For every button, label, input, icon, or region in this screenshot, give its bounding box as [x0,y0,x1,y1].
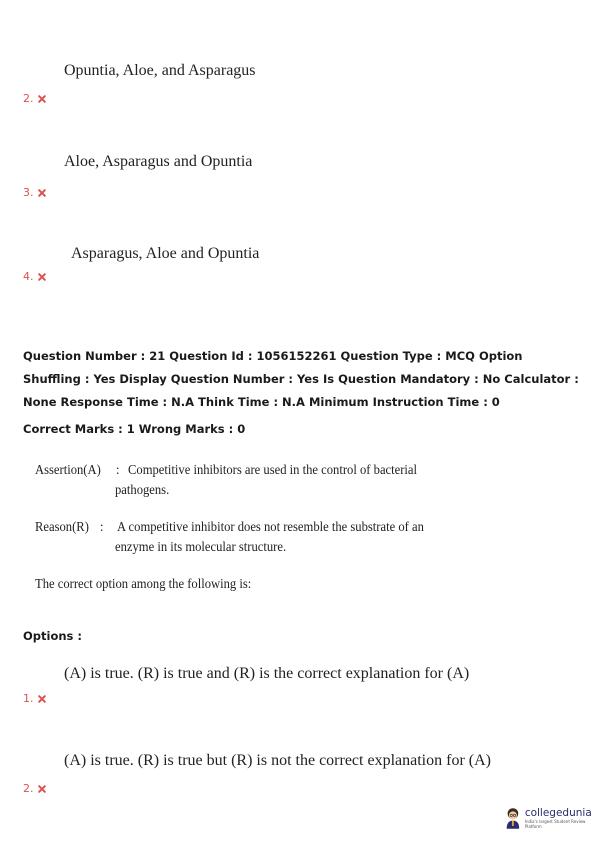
option-number-label: 3. [23,186,34,199]
assertion-label: Assertion(A) [35,463,101,478]
option-number-4 [23,270,46,283]
option-text: (A) is true. (R) is true but (R) is not the correct explanation for (A) [64,752,491,769]
reason-text-line1: A competitive inhibitor does not resemble the substrate of an [117,520,424,535]
option-text: Aloe, Asparagus and Opuntia [64,153,253,170]
logo-name: collegedunia [524,806,592,819]
cross-icon [38,95,46,103]
reason-label: Reason(R) [35,520,89,535]
option-number-2 [23,782,46,795]
assertion-text-line2: pathogens. [115,483,170,498]
option-number-label: 2. [23,782,34,795]
option-number-1 [23,692,46,705]
logo-tagline: India's largest Student Review Platform [524,818,586,829]
cross-icon [38,189,46,197]
question-meta: Question Number : 21 Question Id : 1056152261 Question Type : MCQ Option Shuffling : Yes Display Question Number : Yes Is Question Mandatory : No Calculator : None Response Time : N.A Think Time : N.A Minimum Instruction Time : 0 [23,349,579,409]
option-text: Asparagus, Aloe and Opuntia [71,245,260,262]
option-number-label: 4. [23,270,34,283]
option-number-2 [23,92,46,105]
reason-separator: : [100,520,104,535]
option-number-label: 1. [23,692,34,705]
cross-icon [38,273,46,281]
option-text: (A) is true. (R) is true and (R) is the correct explanation for (A) [64,665,470,682]
option-text: Opuntia, Aloe, and Asparagus [64,62,256,79]
reason-text-line2: enzyme in its molecular structure. [115,540,287,555]
option-number-label: 2. [23,92,34,105]
assertion-separator: : [116,463,120,478]
mascot-icon [504,806,522,830]
assertion-text-line1: Competitive inhibitors are used in the control of bacterial [128,463,418,478]
cross-icon [38,785,46,793]
collegedunia-logo [504,806,595,830]
cross-icon [38,695,46,703]
options-label: Options : [23,629,82,643]
question-marks: Correct Marks : 1 Wrong Marks : 0 [23,422,246,436]
option-number-3 [23,186,46,199]
question-prompt: The correct option among the following is: [35,577,252,592]
